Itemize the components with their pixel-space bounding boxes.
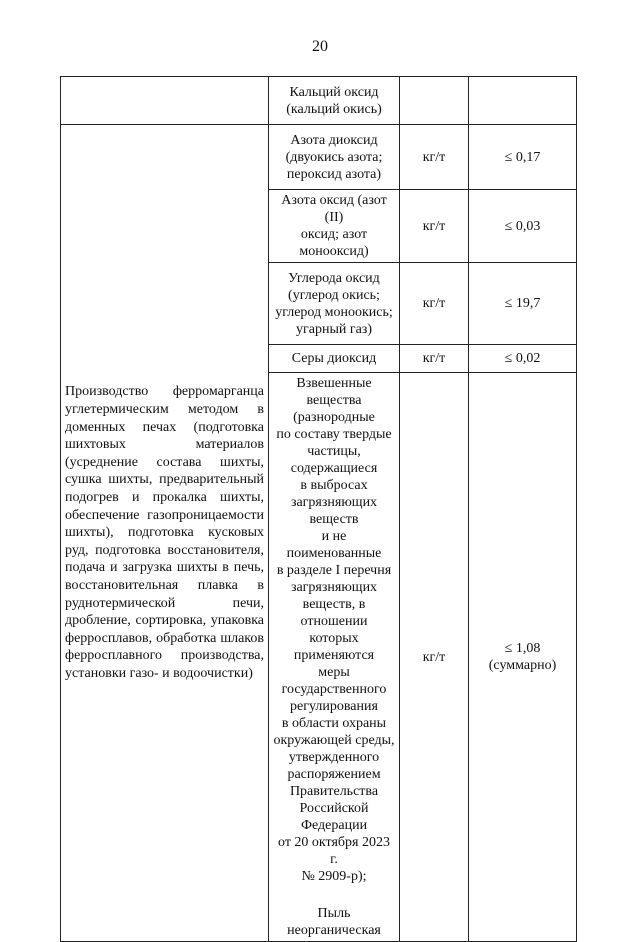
table-row-calcium-oxide — [61, 77, 577, 125]
substance-cell — [269, 77, 400, 125]
substance-line: утвержденного — [288, 750, 380, 765]
table-row-nitrogen-dioxide — [61, 125, 577, 190]
substance-line: от 20 октября 2023 г. — [278, 835, 390, 867]
substance-line: в области охраны — [281, 716, 387, 731]
value-line: ≤ 1,08 — [504, 641, 541, 656]
substance-cell — [269, 263, 400, 345]
substance-line: № 2909-р); — [301, 869, 367, 884]
substance-line: распоряжением — [287, 767, 381, 782]
unit-cell — [400, 77, 469, 125]
substance-line: монооксид) — [299, 244, 369, 259]
substance-line: в выбросах — [300, 478, 368, 493]
substance-cell — [269, 190, 400, 263]
substance-line: (двуокись азота; — [285, 149, 383, 165]
unit-cell: кг/т — [400, 373, 469, 942]
substance-line: угарный газ) — [296, 321, 372, 337]
substance-line: государственного — [281, 682, 387, 697]
unit-cell: кг/т — [400, 190, 469, 263]
value-cell: ≤ 19,7 — [469, 263, 577, 345]
substance-line: окружающей среды, — [273, 733, 395, 748]
value-note: (суммарно) — [488, 658, 557, 673]
substance-line: (разнородные — [293, 410, 375, 425]
substance-line: в разделе I перечня — [276, 563, 392, 578]
substance-line: Взвешенные вещества — [296, 376, 372, 408]
substance-line: содержащиеся — [290, 461, 378, 476]
unit-cell: кг/т — [400, 345, 469, 373]
empty-cell — [61, 77, 269, 125]
activity-text: Производство ферромарганца углетермическим методом в доменных печах (подготовка шихтовых материалов (усреднение состава шихты, сушка шихты, предварительный подогрев и прокалка шихты, обеспечение газопроницаемости шихты), подготовка кусковых руд, подготовка восстановителя, подача и загрузка шихты в печь, восстановительная плавка в руднотермической печи, дробление, сортировка, упаковка ферросплавов, обработка шлаков ферросплавного производства, установки газо- и водоочистки) — [65, 384, 264, 681]
activity-cell — [61, 125, 269, 942]
unit-cell: кг/т — [400, 125, 469, 190]
value-cell: ≤ 0,03 — [469, 190, 577, 263]
substance-line: веществ — [309, 512, 359, 527]
value-cell — [469, 373, 577, 942]
substance-line: Российской — [299, 801, 369, 816]
substance-line: загрязняющих — [290, 495, 378, 510]
unit-cell: кг/т — [400, 263, 469, 345]
substance-line: меры — [318, 665, 350, 680]
substance-line: Углерода оксид — [288, 270, 380, 286]
substance-line: которых применяются — [293, 631, 375, 663]
substance-line: (углерод окись; — [288, 287, 380, 303]
substance-line: по составу твердые — [276, 427, 392, 442]
emission-standards-table — [60, 76, 577, 942]
value-cell — [469, 77, 577, 125]
substance-line: регулирования — [290, 699, 378, 714]
substance-line: оксид; азот — [300, 227, 368, 242]
substance-line-dust: Пыль неорганическая — [287, 906, 381, 938]
substance-line: частицы, — [307, 444, 361, 459]
substance-line: Азота оксид (азот (II) — [281, 193, 387, 225]
substance-line: Правительства — [289, 784, 379, 799]
value-cell: ≤ 0,02 — [469, 345, 577, 373]
value-cell: ≤ 0,17 — [469, 125, 577, 190]
substance-line: углерод моноокись; — [275, 304, 393, 320]
substance-line: Кальций оксид — [289, 84, 379, 100]
substance-line: загрязняющих — [290, 580, 378, 595]
substance-line: (кальций окись) — [286, 101, 382, 117]
substance-line: Федерации — [300, 818, 368, 833]
substance-line: Азота диоксид — [290, 132, 378, 148]
page-number: 20 — [312, 38, 328, 55]
substance-line: веществ, в отношении — [300, 597, 368, 629]
substance-line: пероксид азота) — [286, 166, 382, 182]
substance-line: и не поименованные — [286, 529, 382, 561]
substance-cell — [269, 125, 400, 190]
substance-cell: Серы диоксид — [269, 345, 400, 373]
substance-cell — [269, 373, 400, 942]
